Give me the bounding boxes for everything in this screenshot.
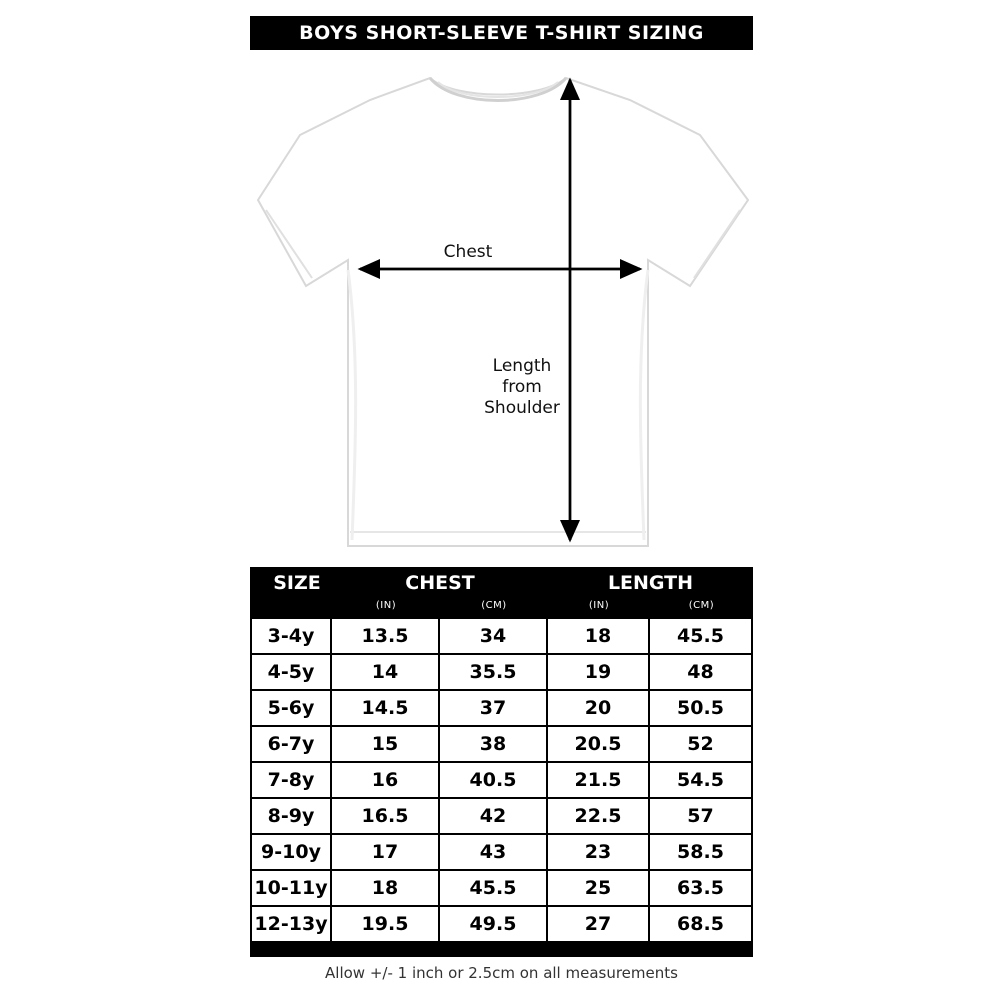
length-label-line-2: from (502, 377, 542, 397)
cell-chest-in: 19.5 (332, 907, 438, 941)
table-row (250, 797, 753, 833)
length-label (474, 356, 570, 419)
cell-size: 10-11y (252, 871, 330, 905)
table-row (250, 833, 753, 869)
table-row (250, 905, 753, 941)
cell-length-cm: 50.5 (650, 691, 751, 725)
header-size: SIZE (273, 572, 321, 594)
header-chest-in: (IN) (375, 600, 397, 611)
cell-chest-cm: 42 (440, 799, 546, 833)
cell-size: 5-6y (252, 691, 330, 725)
table-header (250, 567, 753, 617)
cell-chest-in: 14.5 (332, 691, 438, 725)
cell-length-in: 27 (548, 907, 648, 941)
cell-length-cm: 58.5 (650, 835, 751, 869)
cell-chest-in: 15 (332, 727, 438, 761)
table-row (250, 869, 753, 905)
cell-chest-in: 14 (332, 655, 438, 689)
cell-size: 12-13y (252, 907, 330, 941)
cell-length-in: 21.5 (548, 763, 648, 797)
cell-chest-in: 18 (332, 871, 438, 905)
cell-chest-cm: 43 (440, 835, 546, 869)
cell-size: 4-5y (252, 655, 330, 689)
header-chest: CHEST (405, 572, 475, 594)
cell-length-cm: 68.5 (650, 907, 751, 941)
cell-length-in: 20 (548, 691, 648, 725)
cell-length-in: 25 (548, 871, 648, 905)
cell-chest-in: 16 (332, 763, 438, 797)
cell-chest-in: 13.5 (332, 619, 438, 653)
cell-chest-cm: 38 (440, 727, 546, 761)
cell-chest-cm: 45.5 (440, 871, 546, 905)
cell-size: 7-8y (252, 763, 330, 797)
header-length-in: (IN) (588, 600, 610, 611)
cell-chest-in: 17 (332, 835, 438, 869)
table-row (250, 725, 753, 761)
cell-chest-in: 16.5 (332, 799, 438, 833)
cell-length-cm: 54.5 (650, 763, 751, 797)
cell-length-in: 23 (548, 835, 648, 869)
cell-chest-cm: 35.5 (440, 655, 546, 689)
tshirt-illustration (0, 60, 1000, 560)
table-row (250, 761, 753, 797)
length-label-line-1: Length (492, 356, 552, 376)
table-row (250, 653, 753, 689)
cell-size: 6-7y (252, 727, 330, 761)
cell-length-in: 18 (548, 619, 648, 653)
page-title: BOYS SHORT-SLEEVE T-SHIRT SIZING (250, 16, 753, 50)
header-length: LENGTH (607, 572, 694, 594)
cell-size: 3-4y (252, 619, 330, 653)
cell-chest-cm: 37 (440, 691, 546, 725)
cell-length-cm: 48 (650, 655, 751, 689)
size-table (250, 567, 753, 957)
cell-length-in: 20.5 (548, 727, 648, 761)
cell-length-cm: 57 (650, 799, 751, 833)
cell-size: 9-10y (252, 835, 330, 869)
cell-length-cm: 45.5 (650, 619, 751, 653)
table-row (250, 617, 753, 653)
cell-chest-cm: 49.5 (440, 907, 546, 941)
footnote: Allow +/- 1 inch or 2.5cm on all measurements (325, 964, 678, 982)
cell-chest-cm: 34 (440, 619, 546, 653)
header-chest-cm: (CM) (481, 600, 507, 611)
tshirt-shape (258, 78, 748, 546)
tshirt-diagram (0, 60, 1000, 560)
cell-length-cm: 63.5 (650, 871, 751, 905)
cell-length-in: 22.5 (548, 799, 648, 833)
cell-size: 8-9y (252, 799, 330, 833)
length-label-line-3: Shoulder (484, 398, 560, 418)
cell-length-in: 19 (548, 655, 648, 689)
cell-chest-cm: 40.5 (440, 763, 546, 797)
chest-label: Chest (443, 242, 493, 262)
cell-length-cm: 52 (650, 727, 751, 761)
table-row (250, 689, 753, 725)
header-length-cm: (CM) (688, 600, 715, 611)
